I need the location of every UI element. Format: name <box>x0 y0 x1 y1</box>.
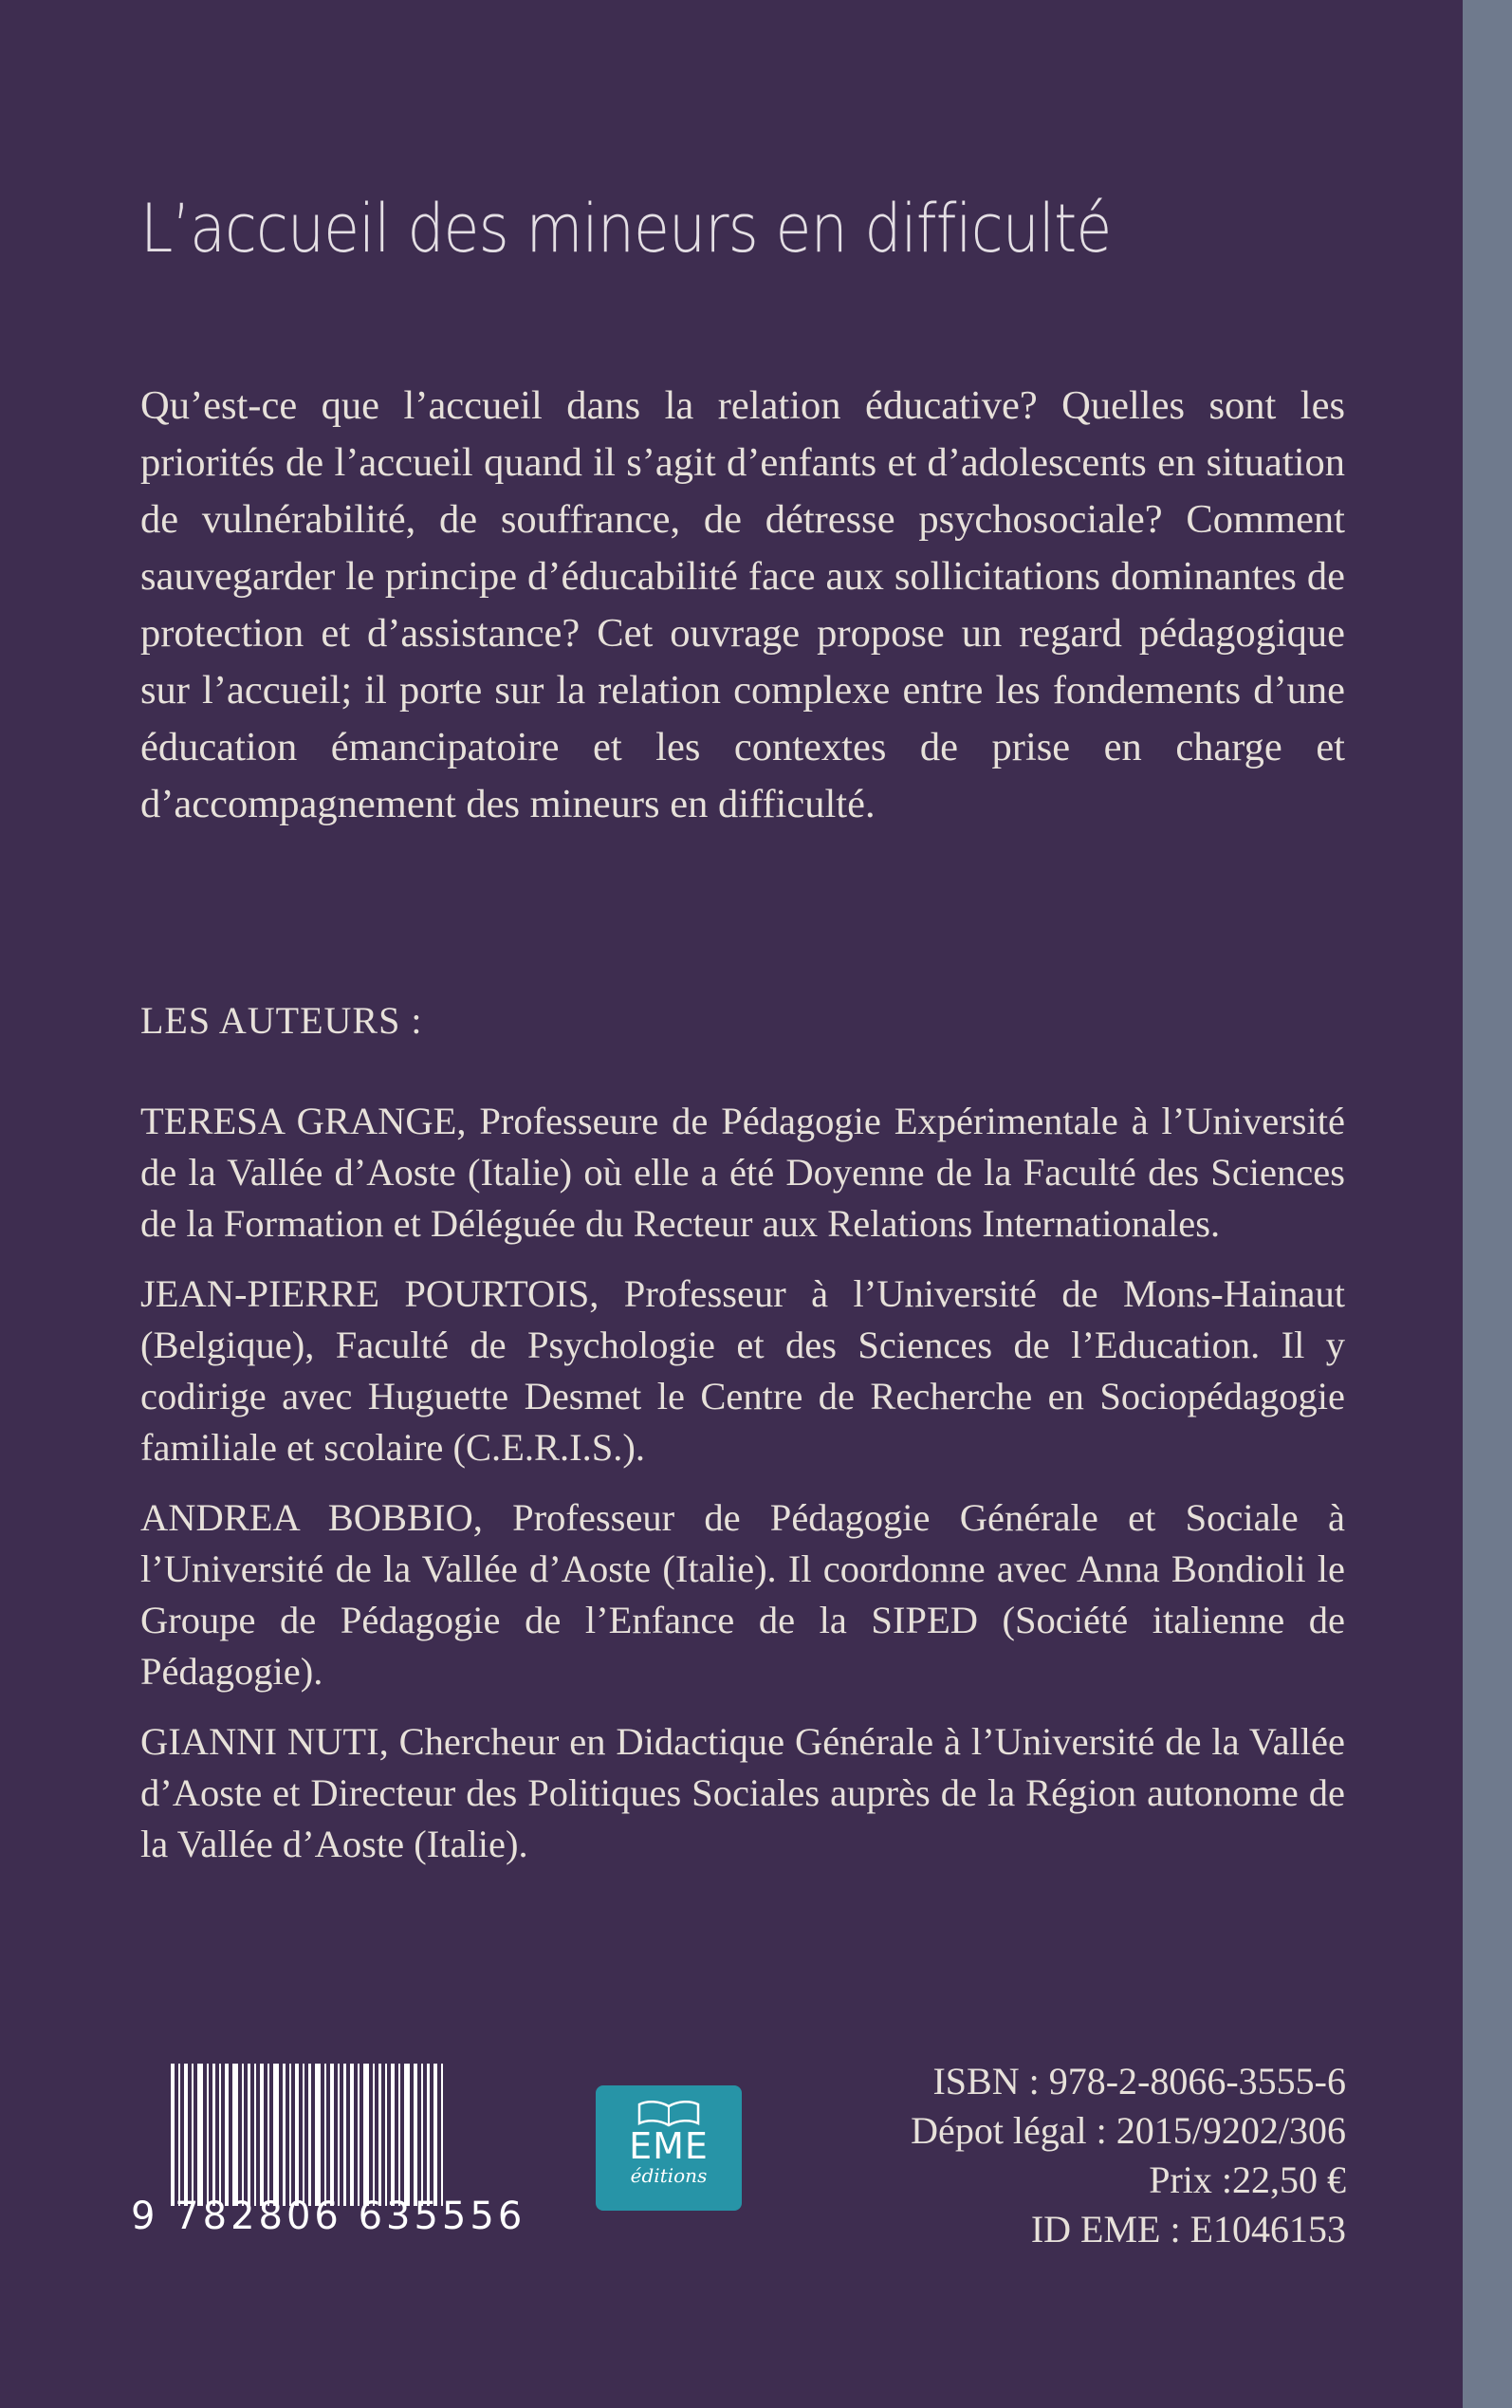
barcode-bar <box>421 2064 423 2206</box>
barcode-bar <box>343 2064 346 2206</box>
barcode-bar <box>324 2064 326 2206</box>
barcode-bar <box>267 2064 269 2206</box>
barcode-bar <box>398 2064 400 2206</box>
isbn: ISBN : 978-2-8066-3555-6 <box>932 2060 1346 2102</box>
barcode-bar <box>289 2064 291 2206</box>
barcode-bar <box>358 2064 360 2206</box>
author-bio: TERESA GRANGE, Professeure de Pédagogie Expérimentale à l’Université de la Vallée d’Aoste (Italie) où elle a été Doyenne de la Faculté des Sciences de la Formation et Déléguée du Recteur aux Relations Internationales. <box>140 1100 1345 1245</box>
price: Prix :22,50 € <box>1149 2158 1346 2201</box>
barcode-bar <box>414 2064 417 2206</box>
barcode-bar <box>212 2064 215 2206</box>
barcode-bar <box>378 2064 381 2206</box>
authors-heading: LES AUTEURS : <box>140 999 423 1042</box>
publisher-logo <box>596 2085 742 2211</box>
barcode-bar <box>385 2064 387 2206</box>
author-bio: GIANNI NUTI, Chercheur en Didactique Générale à l’Université de la Vallée d’Aoste et Directeur des Politiques Sociales auprès de la Région autonome de la Vallée d’Aoste (Italie). <box>140 1720 1345 1865</box>
barcode-bar <box>303 2064 304 2206</box>
logo-subtitle: éditions <box>630 2164 708 2187</box>
barcode-bar <box>308 2064 311 2206</box>
barcode-bar <box>260 2064 264 2206</box>
barcode-bar <box>427 2064 430 2206</box>
barcode-bar <box>248 2064 250 2206</box>
barcode-bar <box>273 2064 279 2206</box>
barcode-bar <box>441 2064 443 2206</box>
author-bio: JEAN-PIERRE POURTOIS, Professeur à l’Université de Mons-Hainaut (Belgique), Faculté de Psychologie et des Sciences de l’Education. Il y codirige avec Huguette Desmet le Centre de Recherche en Sociopédagogie familiale et scolaire (C.E.R.I.S.). <box>140 1272 1345 1469</box>
barcode-bar <box>254 2064 256 2206</box>
barcode-bar <box>315 2064 321 2206</box>
barcode-bar <box>330 2064 334 2206</box>
barcode-bar <box>295 2064 299 2206</box>
barcode-bars <box>171 2064 524 2206</box>
barcode-bar <box>184 2064 188 2206</box>
barcode-bar <box>373 2064 375 2206</box>
barcode-bar <box>207 2064 209 2206</box>
barcode-bar <box>363 2064 369 2206</box>
barcode-bar <box>283 2064 286 2206</box>
open-book-icon <box>636 2099 702 2127</box>
barcode-bar <box>171 2064 175 2206</box>
barcode-bar <box>219 2064 221 2206</box>
barcode-bar <box>192 2064 194 2206</box>
spine <box>1463 0 1512 2408</box>
publisher-id: ID EME : E1046153 <box>1030 2208 1346 2251</box>
logo-name: EME <box>629 2125 709 2167</box>
barcode-number: 9 782806 635556 <box>131 2195 526 2238</box>
author-bio: ANDREA BOBBIO, Professeur de Pédagogie Générale et Sociale à l’Université de la Vallée d’Aoste (Italie). Il coordonne avec Anna Bondioli le Groupe de Pédagogie de l’Enfance de la SIPED (Société italienne de Pédagogie). <box>140 1496 1345 1693</box>
legal-deposit: Dépot légal : 2015/9202/306 <box>911 2109 1346 2152</box>
barcode-bar <box>242 2064 244 2206</box>
book-title: L’accueil des mineurs en difficulté <box>140 190 1112 268</box>
barcode-bar <box>178 2064 180 2206</box>
barcode-bar <box>225 2064 229 2206</box>
barcode <box>131 2064 527 2253</box>
barcode-bar <box>404 2064 410 2206</box>
book-description: Qu’est-ce que l’accueil dans la relation éducative? Quelles sont les priorités de l’accueil quand il s’agit d’enfants et d’adolescents en situation de vulnérabilité, de souffrance, de détresse psychosociale? Comment sauvegarder le principe d’éducabilité face aux sollicitations dominantes de protection et d’assistance? Cet ouvrage propose un regard pédagogique sur l’accueil; il porte sur la relation complexe entre les fondements d’une éducation émancipatoire et les contextes de prise en charge et d’accompagnement des mineurs en difficulté. <box>140 383 1345 826</box>
barcode-bar <box>232 2064 238 2206</box>
barcode-bar <box>391 2064 395 2206</box>
barcode-bar <box>338 2064 340 2206</box>
barcode-bar <box>350 2064 354 2206</box>
barcode-bar <box>197 2064 203 2206</box>
authors-list <box>140 1096 1345 1889</box>
publication-info <box>911 2057 1346 2254</box>
barcode-bar <box>433 2064 437 2206</box>
